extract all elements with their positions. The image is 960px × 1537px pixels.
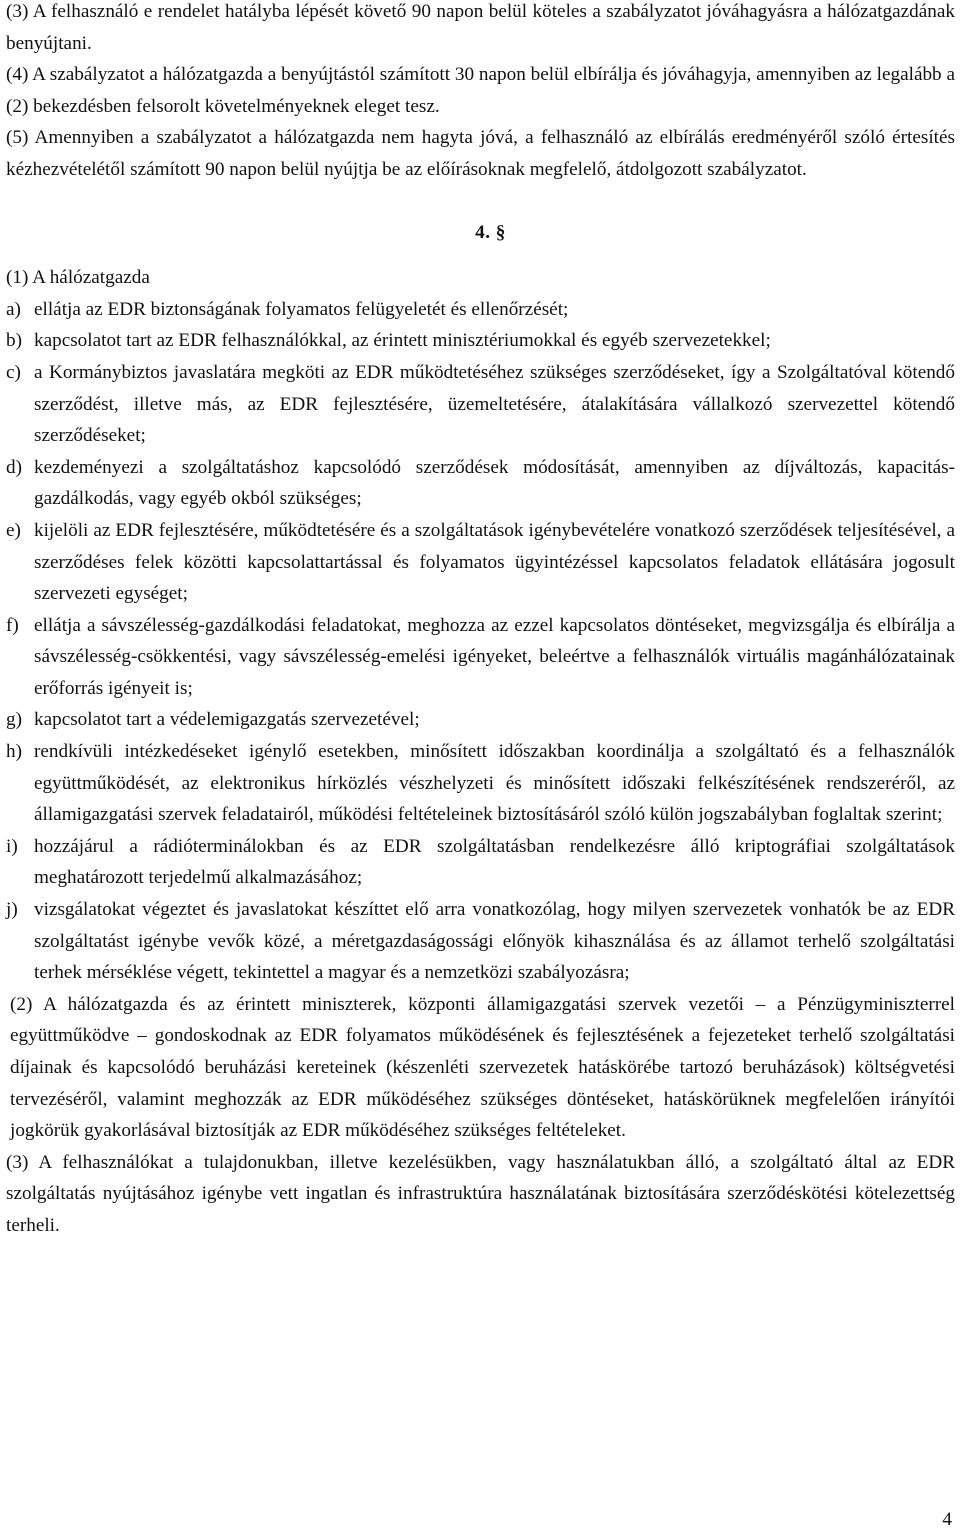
item-text: kapcsolatot tart a védelemigazgatás szervezetével; xyxy=(34,709,420,731)
list-item-c xyxy=(6,357,955,452)
item-label: f) xyxy=(6,614,19,636)
list-item-a xyxy=(6,294,955,326)
list-item-e xyxy=(6,515,955,610)
list-item-g xyxy=(6,704,955,736)
item-label: a) xyxy=(6,298,21,320)
list-item-j xyxy=(6,894,955,989)
item-label: e) xyxy=(6,519,21,541)
paragraph-3: (3) A felhasználó e rendelet hatályba lépését követő 90 napon belül köteles a szabályzatot jóváhagyásra a hálózatgazdának benyújtani. xyxy=(6,1,955,54)
item-text: kapcsolatot tart az EDR felhasználókkal, az érintett minisztériumokkal és egyéb szervezetekkel; xyxy=(34,330,771,352)
paragraph-2: (2) A hálózatgazda és az érintett miniszterek, központi államigazgatási szervek vezetői – a Pénzügyminiszterrel együttműködve – gondoskodnak az EDR folyamatos működésének és fejlesztésének a fejezeteket terhelő szolgáltatási díjainak és kapcsolódó beruházási kereteinek (készenléti szervezetek hatáskörébe tartozó beruházások) költségvetési tervezéséről, valamint meghozzák az EDR működéséhez szükséges döntéseket, hatáskörüknek megfelelően irányítói jogkörük gyakorlásával biztosítják az EDR működéséhez szükséges feltételeket. xyxy=(10,993,955,1142)
document-page xyxy=(6,0,955,1242)
list-item-d xyxy=(6,452,955,515)
page-number: 4 xyxy=(942,1509,952,1530)
item-label: g) xyxy=(6,709,22,731)
item-list xyxy=(6,294,955,989)
item-label: i) xyxy=(6,835,18,857)
list-item-i xyxy=(6,831,955,894)
item-label: c) xyxy=(6,361,21,383)
paragraph-4: (4) A szabályzatot a hálózatgazda a benyújtástól számított 30 napon belül elbírálja és jóváhagyja, amennyiben az legalább a (2) bekezdésben felsorolt követelményeknek eleget tesz. xyxy=(6,64,955,117)
item-label: j) xyxy=(6,899,18,921)
item-text: kijelöli az EDR fejlesztésére, működtetésére és a szolgáltatások igénybevételére vonatkozó szerződések teljesítésével, a szerződéses felek közötti kapcsolattartással és folyamatos ügyintézéssel kapcsolatos feladatok ellátására jogosult szervezeti egységet; xyxy=(34,519,955,605)
item-text: ellátja az EDR biztonságának folyamatos felügyeletét és ellenőrzését; xyxy=(34,298,569,320)
list-item-f xyxy=(6,610,955,705)
list-item-b xyxy=(6,325,955,357)
section-intro: (1) A hálózatgazda xyxy=(6,267,150,289)
item-label: d) xyxy=(6,456,22,478)
item-text: ellátja a sávszélesség-gazdálkodási feladatokat, meghozza az ezzel kapcsolatos döntéseket, megvizsgálja és elbírálja a sávszélesség-csökkentési, vagy sávszélesség-emelési igényeket, beleértve a felhasználók virtuális magánhálózatainak erőforrás igényeit is; xyxy=(34,614,955,699)
item-label: b) xyxy=(6,330,22,352)
item-label: h) xyxy=(6,741,22,763)
item-text: a Kormánybiztos javaslatára megköti az EDR működtetéséhez szükséges szerződéseket, így a Szolgáltatóval kötendő szerződést, illetve más, az EDR fejlesztésére, üzemeltetésére, átalakítására vállalkozó szervezettel kötendő szerződéseket; xyxy=(34,361,955,447)
item-text: rendkívüli intézkedéseket igénylő esetekben, minősített időszakban koordinálja a szolgáltató és a felhasználók együttműködését, az elektronikus hírközlés vészhelyzeti és minősített időszaki felkészítésének rendszeréről, az államigazgatási szervek feladatairól, működési feltételeinek biztosításáról szóló külön jogszabályban foglaltak szerint; xyxy=(34,741,955,826)
paragraph-5: (5) Amennyiben a szabályzatot a hálózatgazda nem hagyta jóvá, a felhasználó az elbírálás eredményéről szóló értesítés kézhezvételétől számított 90 napon belül nyújtja be az előírásoknak megfelelő, átdolgozott szabályzatot. xyxy=(6,127,955,180)
item-text: hozzájárul a rádióterminálokban és az EDR szolgáltatásban rendelkezésre álló kriptográfiai szolgáltatások meghatározott terjedelmű alkalmazásához; xyxy=(34,835,955,889)
item-text: vizsgálatokat végeztet és javaslatokat készíttet elő arra vonatkozólag, hogy milyen szervezetek vonhatók be az EDR szolgáltatást igénybe vevők közé, a méretgazdaságossági előnyök kihasználása és az államot terhelő szolgáltatási terhek mérséklése végett, tekintettel a magyar és a nemzetközi szabályozásra; xyxy=(34,899,955,984)
section-heading: 4. § xyxy=(475,221,506,243)
list-item-h xyxy=(6,736,955,831)
item-text: kezdeményezi a szolgáltatáshoz kapcsolódó szerződések módosítását, amennyiben az díjváltozás, kapacitás-gazdálkodás, vagy egyéb okból szükséges; xyxy=(34,456,955,510)
paragraph-3-section: (3) A felhasználókat a tulajdonukban, illetve kezelésükben, vagy használatukban álló, a szolgáltató által az EDR szolgáltatás nyújtásához igénybe vett ingatlan és infrastruktúra használatának biztosítására szerződéskötési kötelezettség terheli. xyxy=(6,1151,955,1236)
